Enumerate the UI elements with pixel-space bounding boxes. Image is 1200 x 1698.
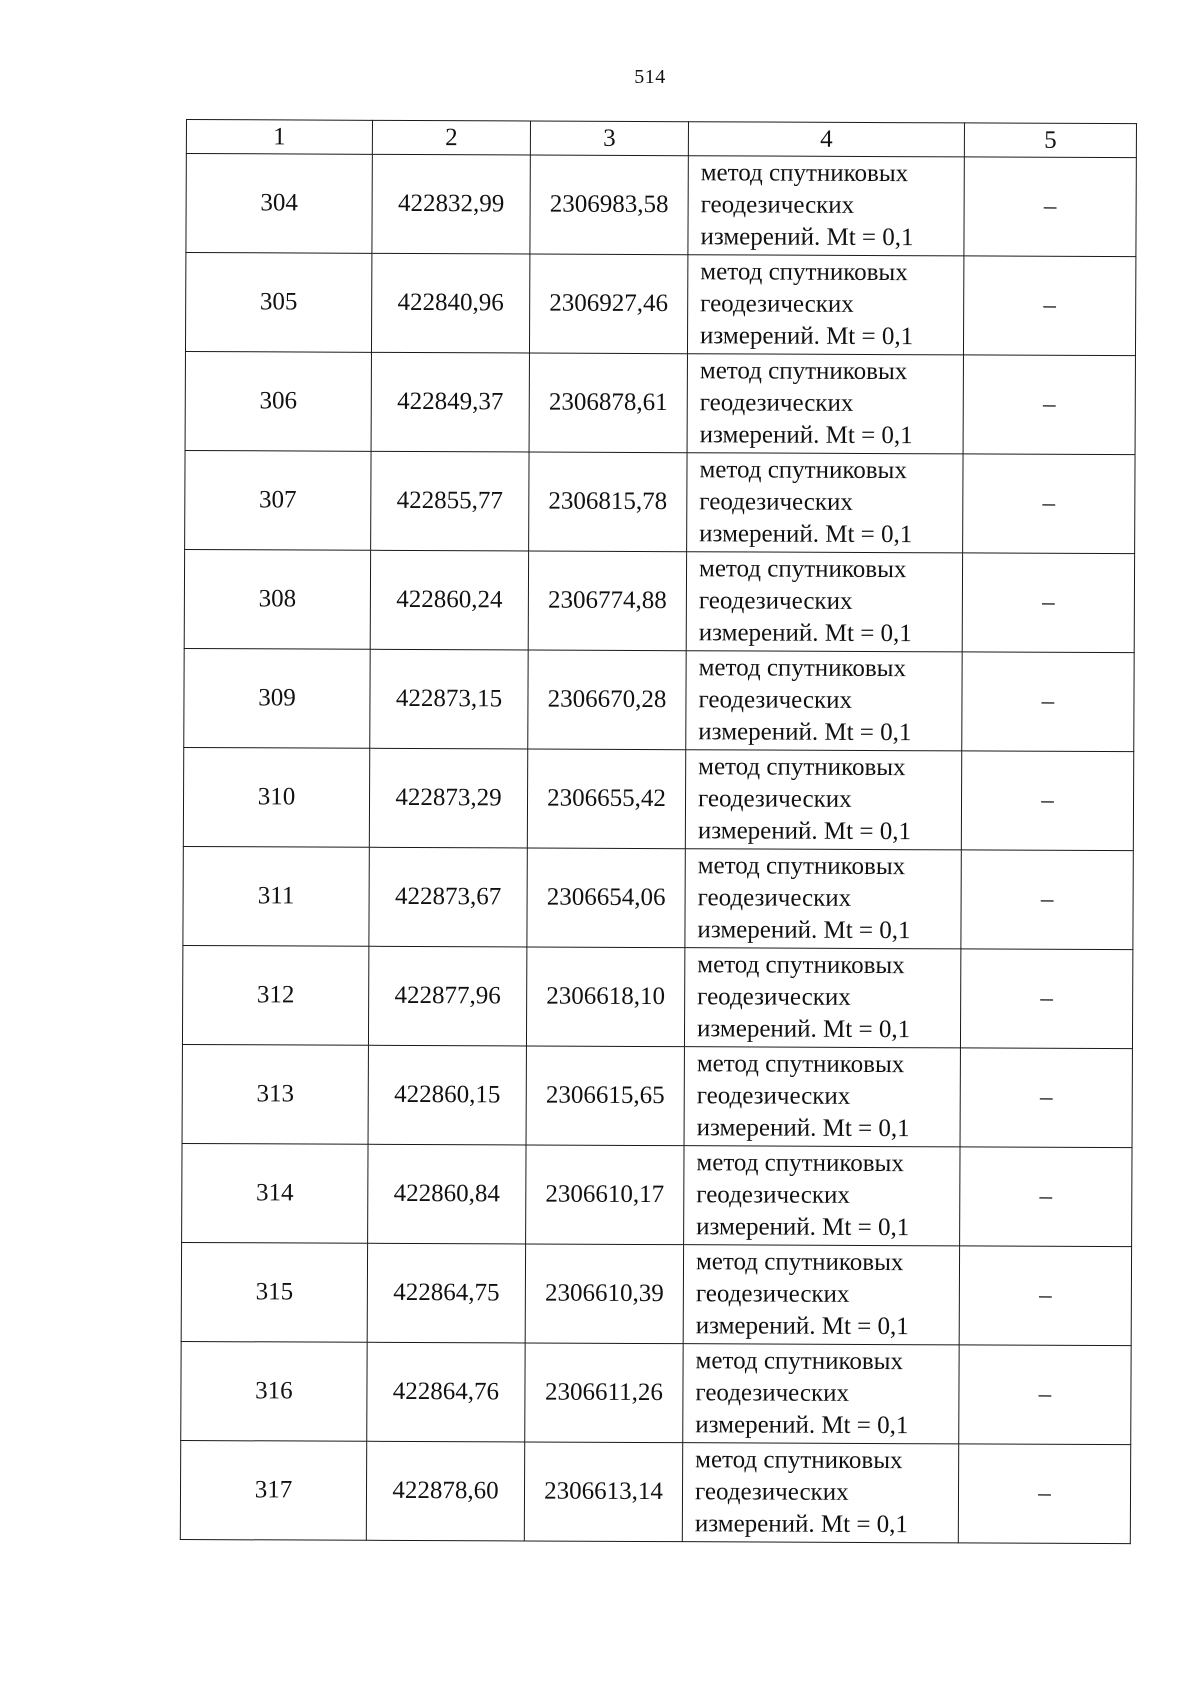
method-line: геодезических bbox=[697, 884, 852, 912]
method-line: измерений. Mt = 0,1 bbox=[698, 619, 912, 648]
table-row bbox=[185, 253, 1135, 356]
coordinate-y-cell: 2306615,65 bbox=[526, 1046, 684, 1146]
header-row bbox=[186, 120, 1136, 158]
coordinate-y-cell: 2306670,28 bbox=[528, 650, 686, 750]
method-line: метод спутниковых bbox=[696, 1050, 905, 1079]
note-cell: – bbox=[959, 1246, 1131, 1346]
method-line: геодезических bbox=[696, 1181, 850, 1209]
method-line: измерений. Mt = 0,1 bbox=[696, 1015, 911, 1044]
point-number-cell: 309 bbox=[184, 648, 370, 748]
note-cell: – bbox=[958, 1444, 1130, 1544]
method-line: геодезических bbox=[697, 785, 852, 813]
note-cell: – bbox=[962, 553, 1134, 653]
coordinate-y-cell: 2306983,58 bbox=[530, 155, 688, 255]
method-cell bbox=[684, 948, 960, 1048]
method-line: метод спутниковых bbox=[698, 753, 906, 782]
method-line: метод спутниковых bbox=[699, 357, 908, 386]
coordinate-y-cell: 2306610,17 bbox=[526, 1145, 684, 1245]
coordinate-y-cell: 2306878,61 bbox=[529, 353, 687, 453]
point-number-cell: 310 bbox=[183, 747, 369, 847]
note-cell: – bbox=[959, 1345, 1131, 1445]
point-number-cell: 313 bbox=[182, 1044, 368, 1144]
coordinate-x-cell: 422864,75 bbox=[367, 1243, 525, 1343]
table-row bbox=[185, 351, 1135, 454]
method-cell bbox=[685, 750, 961, 850]
method-line: метод спутниковых bbox=[699, 456, 907, 485]
method-line: измерений. Mt = 0,1 bbox=[695, 1312, 909, 1341]
method-line: измерений. Mt = 0,1 bbox=[699, 520, 913, 549]
method-cell bbox=[684, 1146, 960, 1246]
method-line: геодезических bbox=[700, 290, 854, 318]
table-row bbox=[180, 1440, 1130, 1543]
method-cell bbox=[684, 1047, 960, 1147]
method-line: измерений. Mt = 0,1 bbox=[699, 421, 913, 450]
method-line: метод спутниковых bbox=[696, 1149, 904, 1178]
note-cell: – bbox=[963, 454, 1135, 554]
coordinate-x-cell: 422849,37 bbox=[371, 352, 529, 452]
table-row bbox=[183, 846, 1133, 949]
method-cell bbox=[685, 849, 961, 949]
method-line: геодезических bbox=[695, 1280, 850, 1308]
point-number-cell: 312 bbox=[182, 945, 368, 1045]
coordinate-x-cell: 422873,67 bbox=[369, 847, 527, 947]
table-row bbox=[181, 1242, 1131, 1345]
method-cell bbox=[686, 651, 962, 751]
coordinate-x-cell: 422840,96 bbox=[371, 253, 529, 353]
table-row bbox=[185, 450, 1135, 553]
point-number-cell: 317 bbox=[180, 1440, 366, 1540]
coordinate-x-cell: 422864,76 bbox=[367, 1342, 525, 1442]
coordinate-x-cell: 422878,60 bbox=[366, 1441, 524, 1541]
point-number-cell: 308 bbox=[184, 549, 370, 649]
method-line: метод спутниковых bbox=[695, 1347, 904, 1376]
method-line: измерений. Mt = 0,1 bbox=[700, 223, 914, 252]
table-row bbox=[184, 549, 1134, 652]
note-cell: – bbox=[960, 949, 1132, 1049]
method-cell bbox=[687, 453, 963, 553]
coordinate-y-cell: 2306618,10 bbox=[526, 947, 684, 1047]
coordinate-x-cell: 422832,99 bbox=[372, 154, 530, 254]
table-row bbox=[183, 747, 1133, 850]
method-line: геодезических bbox=[700, 191, 855, 219]
method-line: измерений. Mt = 0,1 bbox=[697, 916, 911, 945]
note-cell: – bbox=[964, 157, 1136, 257]
method-line: измерений. Mt = 0,1 bbox=[697, 817, 912, 846]
table-header bbox=[186, 120, 1136, 158]
note-cell: – bbox=[962, 652, 1134, 752]
method-line: метод спутниковых bbox=[700, 258, 908, 287]
coordinate-y-cell: 2306927,46 bbox=[529, 254, 687, 354]
coordinate-x-cell: 422873,15 bbox=[370, 649, 528, 749]
note-cell: – bbox=[960, 1147, 1132, 1247]
coordinate-x-cell: 422860,15 bbox=[368, 1045, 526, 1145]
method-cell bbox=[682, 1443, 958, 1543]
point-number-cell: 305 bbox=[185, 253, 371, 353]
coordinate-x-cell: 422860,24 bbox=[370, 550, 528, 650]
method-line: измерений. Mt = 0,1 bbox=[698, 718, 912, 747]
point-number-cell: 306 bbox=[185, 351, 371, 451]
method-cell bbox=[688, 156, 964, 256]
method-line: геодезических bbox=[696, 1082, 851, 1110]
method-line: метод спутниковых bbox=[697, 852, 906, 881]
coordinate-y-cell: 2306774,88 bbox=[528, 551, 686, 651]
method-cell bbox=[687, 255, 963, 355]
note-cell: – bbox=[963, 256, 1135, 356]
method-cell bbox=[683, 1344, 959, 1444]
coordinates-table bbox=[180, 119, 1137, 1544]
method-line: геодезических bbox=[698, 587, 853, 615]
method-line: геодезических bbox=[697, 983, 851, 1011]
note-cell: – bbox=[961, 751, 1133, 851]
column-header-5: 5 bbox=[964, 123, 1136, 158]
coordinate-y-cell: 2306613,14 bbox=[524, 1442, 682, 1542]
point-number-cell: 315 bbox=[181, 1242, 367, 1342]
coordinate-y-cell: 2306611,26 bbox=[525, 1343, 683, 1443]
column-header-3: 3 bbox=[530, 121, 688, 156]
method-cell bbox=[686, 552, 962, 652]
coordinate-y-cell: 2306815,78 bbox=[529, 452, 687, 552]
column-header-4: 4 bbox=[688, 122, 964, 157]
method-line: измерений. Mt = 0,1 bbox=[695, 1411, 909, 1440]
method-line: измерений. Mt = 0,1 bbox=[696, 1114, 910, 1143]
method-line: геодезических bbox=[698, 686, 853, 714]
table-row bbox=[182, 1143, 1132, 1246]
page-number: 514 bbox=[634, 66, 666, 88]
method-cell bbox=[687, 354, 963, 454]
method-line: геодезических bbox=[694, 1478, 849, 1506]
table-row bbox=[182, 1044, 1132, 1147]
point-number-cell: 304 bbox=[186, 154, 372, 254]
note-cell: – bbox=[961, 850, 1133, 950]
method-line: измерений. Mt = 0,1 bbox=[694, 1510, 909, 1539]
table-row bbox=[184, 648, 1134, 751]
table-body bbox=[180, 154, 1136, 1544]
coordinate-x-cell: 422877,96 bbox=[368, 946, 526, 1046]
method-line: метод спутниковых bbox=[695, 1446, 903, 1475]
table-row bbox=[186, 154, 1136, 257]
column-header-2: 2 bbox=[372, 120, 530, 155]
note-cell: – bbox=[963, 355, 1135, 455]
method-line: измерений. Mt = 0,1 bbox=[696, 1213, 910, 1242]
coordinate-x-cell: 422873,29 bbox=[369, 748, 527, 848]
method-cell bbox=[683, 1245, 959, 1345]
method-line: метод спутниковых bbox=[700, 159, 909, 188]
method-line: метод спутниковых bbox=[695, 1248, 904, 1277]
table-row bbox=[182, 945, 1132, 1048]
point-number-cell: 316 bbox=[181, 1341, 367, 1441]
coordinate-x-cell: 422855,77 bbox=[371, 451, 529, 551]
method-line: геодезических bbox=[699, 488, 853, 516]
method-line: геодезических bbox=[695, 1379, 850, 1407]
point-number-cell: 307 bbox=[185, 450, 371, 550]
method-line: метод спутниковых bbox=[698, 555, 907, 584]
method-line: метод спутниковых bbox=[697, 951, 905, 980]
method-line: метод спутниковых bbox=[698, 654, 907, 683]
coordinate-y-cell: 2306655,42 bbox=[527, 749, 685, 849]
coordinate-y-cell: 2306610,39 bbox=[525, 1244, 683, 1344]
method-line: измерений. Mt = 0,1 bbox=[700, 322, 914, 351]
table-row bbox=[181, 1341, 1131, 1444]
coordinate-y-cell: 2306654,06 bbox=[527, 848, 685, 948]
coordinate-x-cell: 422860,84 bbox=[368, 1144, 526, 1244]
method-line: геодезических bbox=[699, 389, 854, 417]
column-header-1: 1 bbox=[186, 120, 372, 155]
point-number-cell: 311 bbox=[183, 846, 369, 946]
point-number-cell: 314 bbox=[182, 1143, 368, 1243]
note-cell: – bbox=[960, 1048, 1132, 1148]
